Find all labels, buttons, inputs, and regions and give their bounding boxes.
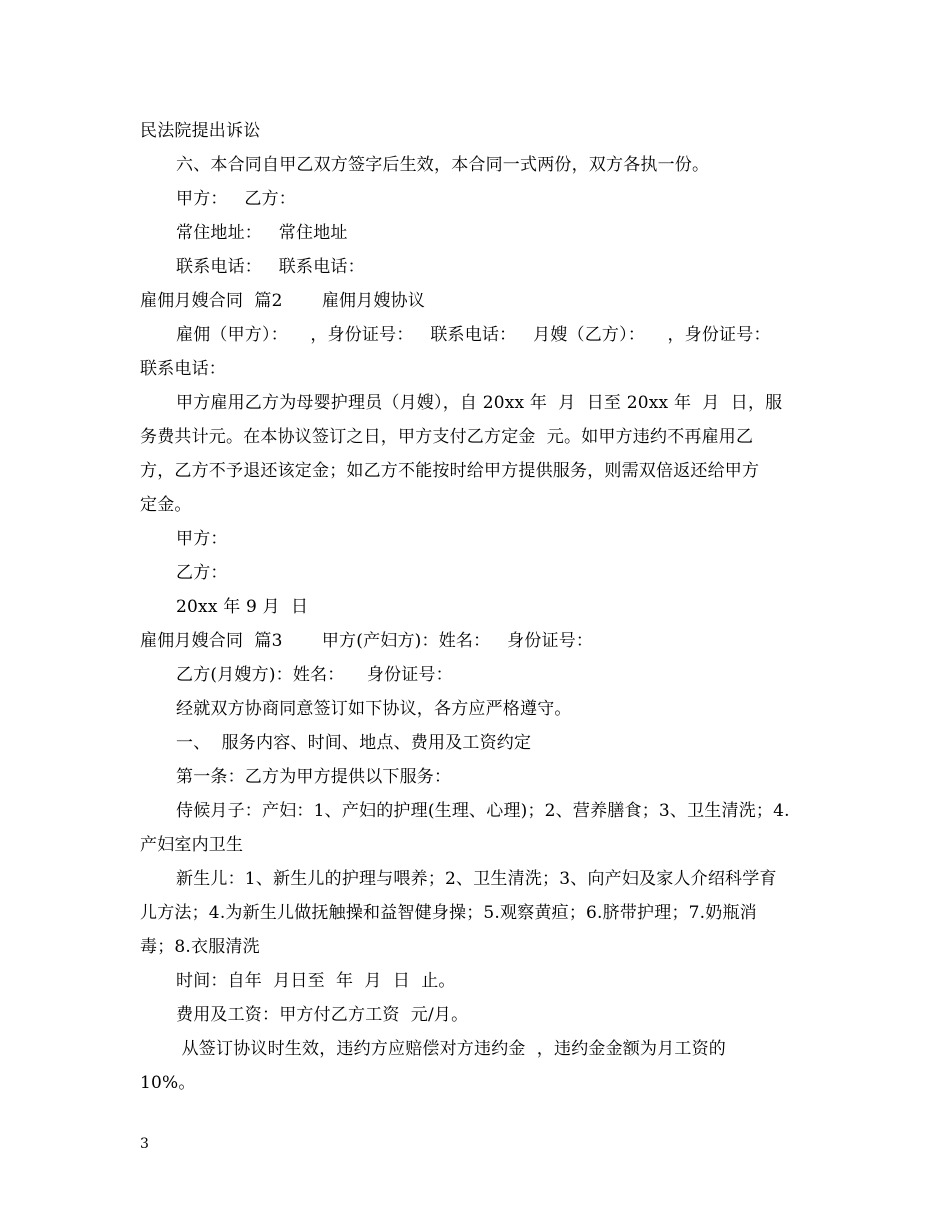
text-line: 务费共计元。在本协议签订之日，甲方支付乙方定金 元。如甲方违约不再雇用乙 — [140, 427, 754, 447]
text-line: 甲方： — [176, 529, 228, 549]
text-line: 一、 服务内容、时间、地点、费用及工资约定 — [176, 733, 532, 753]
text-line: 雇佣月嫂合同 篇3 甲方(产妇方)：姓名： 身份证号： — [140, 631, 594, 651]
page-number: 3 — [140, 1136, 149, 1152]
text-line: 雇佣（甲方）： ，身份证号： 联系电话： 月嫂（乙方）： ，身份证号： — [176, 325, 771, 345]
text-line: 雇佣月嫂合同 篇2 雇佣月嫂协议 — [140, 291, 426, 311]
text-line: 从签订协议时生效，违约方应赔偿对方违约金 ，违约金金额为月工资的 — [176, 1039, 727, 1059]
text-line: 民法院提出诉讼 — [140, 121, 261, 141]
text-line: 时间：自年 月日至 年 月 日 止。 — [176, 971, 456, 991]
text-line: 甲方雇用乙方为母婴护理员（月嫂），自 20xx 年 月 日至 20xx 年 月 日，服 — [176, 393, 783, 413]
text-line: 方，乙方不予退还该定金；如乙方不能按时给甲方提供服务，则需双倍返还给甲方 — [140, 461, 760, 481]
text-line: 新生儿：1、新生儿的护理与喂养；2、卫生清洗；3、向产妇及家人介绍科学育 — [176, 869, 777, 889]
text-line: 乙方： — [176, 563, 228, 583]
text-line: 六、本合同自甲乙双方签字后生效，本合同一式两份，双方各执一份。 — [176, 155, 710, 175]
text-line: 联系电话： — [140, 359, 226, 379]
text-line: 定金。 — [140, 495, 192, 515]
text-line: 费用及工资：甲方付乙方工资 元/月。 — [176, 1005, 469, 1025]
text-line: 甲方： 乙方： — [176, 189, 297, 209]
text-line: 儿方法；4.为新生儿做抚触操和益智健身操；5.观察黄疸；6.脐带护理；7.奶瓶消 — [140, 903, 757, 923]
text-line: 侍候月子：产妇：1、产妇的护理(生理、心理)；2、营养膳食；3、卫生清洗；4. — [176, 801, 790, 821]
text-line: 第一条：乙方为甲方提供以下服务： — [176, 767, 452, 787]
text-line: 毒；8.衣服清洗 — [140, 937, 260, 957]
text-line: 乙方(月嫂方)：姓名： 身份证号： — [176, 665, 453, 685]
text-line: 20xx 年 9 月 日 — [176, 597, 309, 617]
text-line: 联系电话： 联系电话： — [176, 257, 365, 277]
text-line: 10%。 — [140, 1073, 196, 1093]
text-line: 经就双方协商同意签订如下协议，各方应严格遵守。 — [176, 699, 572, 719]
text-line: 产妇室内卫生 — [140, 835, 244, 855]
document-body — [140, 114, 812, 1100]
text-line: 常住地址： 常住地址 — [176, 223, 348, 243]
